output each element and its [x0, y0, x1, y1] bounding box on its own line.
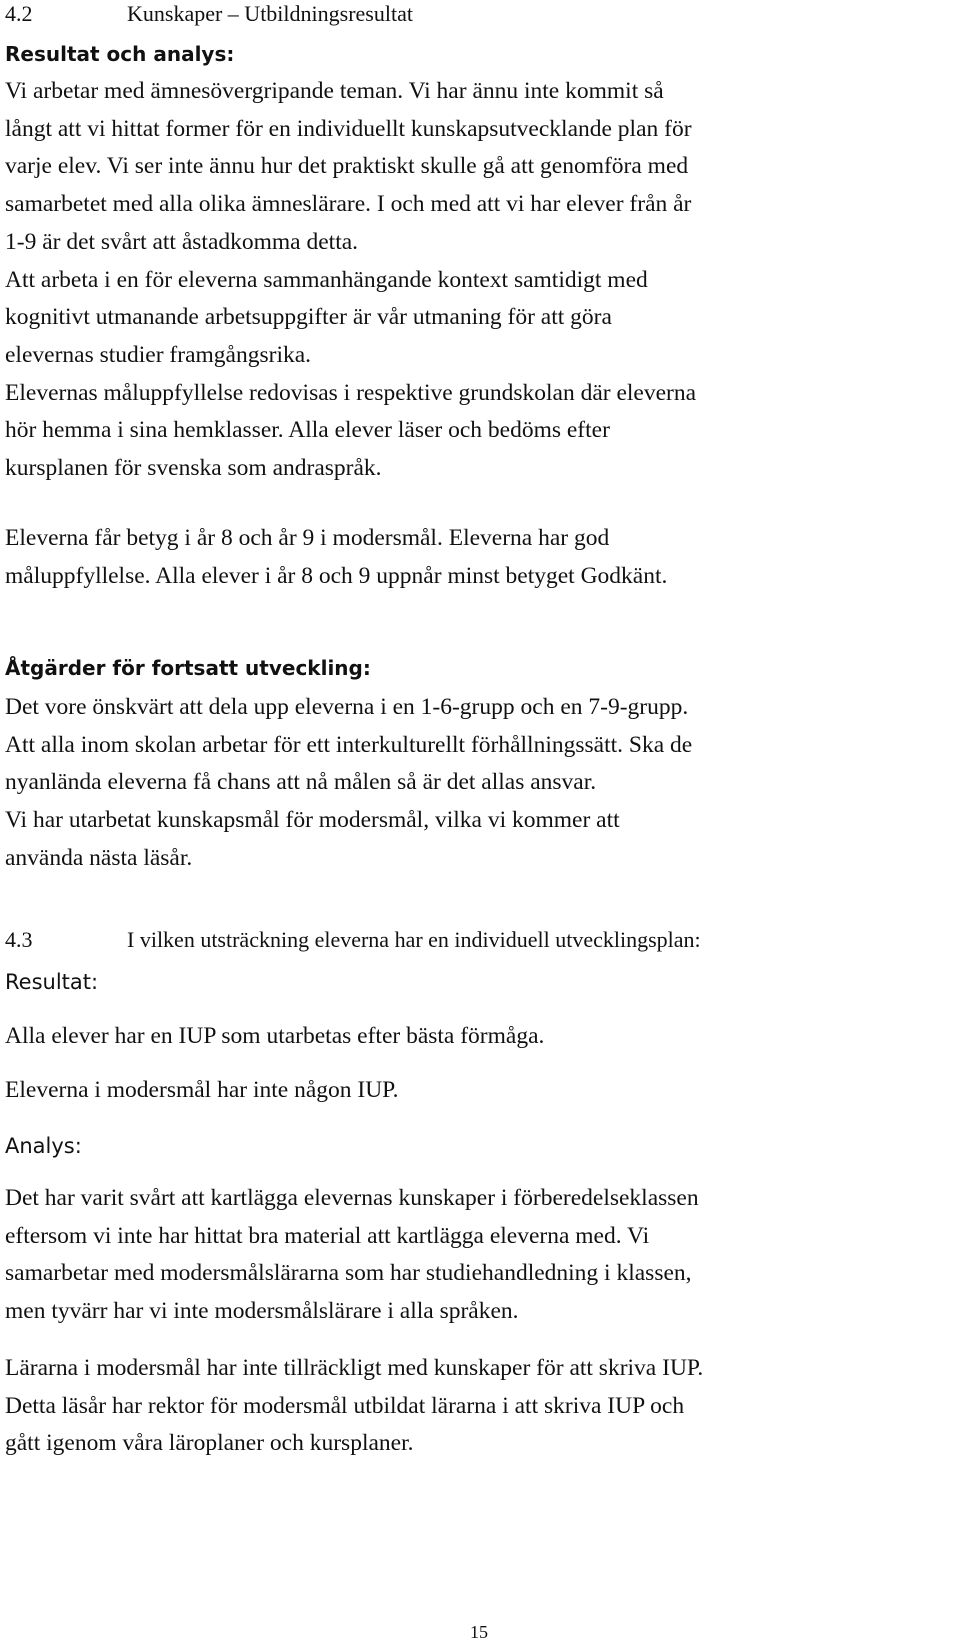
paragraph-line: gått igenom våra läroplaner och kursplaner. — [5, 1430, 414, 1457]
analysis-label: Analys: — [5, 1134, 82, 1158]
page-number: 15 — [470, 1622, 488, 1642]
paragraph-line: Vi arbetar med ämnesövergripande teman. Vi har ännu inte kommit så — [5, 78, 664, 104]
paragraph-line: Elevernas måluppfyllelse redovisas i respektive grundskolan där eleverna — [5, 379, 697, 406]
paragraph-line: Detta läsår har rektor för modersmål utbildat lärarna i att skriva IUP och — [5, 1392, 685, 1419]
paragraph-line: Att arbeta i en för eleverna sammanhängande kontext samtidigt med — [5, 266, 648, 293]
paragraph-line: Att alla inom skolan arbetar för ett interkulturellt förhållningssätt. Ska de — [5, 731, 693, 758]
section-title: I vilken utsträckning eleverna har en individuell utvecklingsplan: — [127, 927, 701, 952]
result-analysis-label: Resultat och analys: — [5, 42, 235, 66]
measures-paragraph — [5, 689, 692, 878]
paragraph-line: nyanlända eleverna få chans att nå målen så är det allas ansvar. — [5, 769, 597, 796]
paragraph-line: Vi har utarbetat kunskapsmål för modersmål, vilka vi kommer att — [5, 807, 620, 834]
paragraph-line: måluppfyllelse. Alla elever i år 8 och 9 uppnår minst betyget Godkänt. — [5, 562, 668, 589]
paragraph-line: använda nästa läsår. — [5, 844, 193, 871]
grades-paragraph — [5, 520, 667, 595]
section-heading-4-2 — [5, 0, 413, 28]
paragraph-line: kursplanen för svenska som andraspråk. — [5, 455, 382, 482]
paragraph-line: Eleverna får betyg i år 8 och år 9 i modersmål. Eleverna har god — [5, 525, 610, 551]
paragraph-line: Det vore önskvärt att dela upp eleverna i en 1-6-grupp och en 7-9-grupp. — [5, 694, 689, 720]
teachers-paragraph — [5, 1350, 703, 1463]
measures-label: Åtgärder för fortsatt utveckling: — [5, 656, 371, 680]
result-line: Eleverna i modersmål har inte någon IUP. — [5, 1077, 399, 1103]
paragraph-line: varje elev. Vi ser inte ännu hur det praktiskt skulle gå att genomföra med — [5, 153, 689, 180]
section-number: 4.2 — [5, 1, 33, 26]
paragraph-line: eftersom vi inte har hittat bra material att kartlägga eleverna med. Vi — [5, 1222, 650, 1249]
paragraph-line: hör hemma i sina hemklasser. Alla elever läser och bedöms efter — [5, 417, 610, 444]
paragraph-line: men tyvärr har vi inte modersmålslärare i alla språken. — [5, 1298, 519, 1325]
section-heading-4-3 — [5, 926, 701, 954]
section-number: 4.3 — [5, 927, 33, 952]
result-label: Resultat: — [5, 970, 99, 994]
paragraph-line: samarbetet med alla olika ämneslärare. I och med att vi har elever från år — [5, 191, 692, 218]
paragraph-line: Det har varit svårt att kartlägga elevernas kunskaper i förberedelseklassen — [5, 1185, 699, 1211]
paragraph-line: 1-9 är det svårt att åstadkomma detta. — [5, 228, 359, 255]
paragraph-line: långt att vi hittat former för en individuellt kunskapsutvecklande plan för — [5, 115, 692, 142]
paragraph-line: Lärarna i modersmål har inte tillräckligt med kunskaper för att skriva IUP. — [5, 1355, 704, 1381]
document-page — [5, 0, 953, 1649]
section-title: Kunskaper – Utbildningsresultat — [127, 1, 413, 26]
result-line: Alla elever har en IUP som utarbetas efter bästa förmåga. — [5, 1023, 545, 1049]
result-paragraph — [5, 73, 696, 488]
analysis-paragraph — [5, 1180, 699, 1331]
paragraph-line: samarbetar med modersmålslärarna som har studiehandledning i klassen, — [5, 1260, 692, 1287]
paragraph-line: elevernas studier framgångsrika. — [5, 341, 312, 368]
paragraph-line: kognitivt utmanande arbetsuppgifter är vår utmaning för att göra — [5, 304, 612, 331]
